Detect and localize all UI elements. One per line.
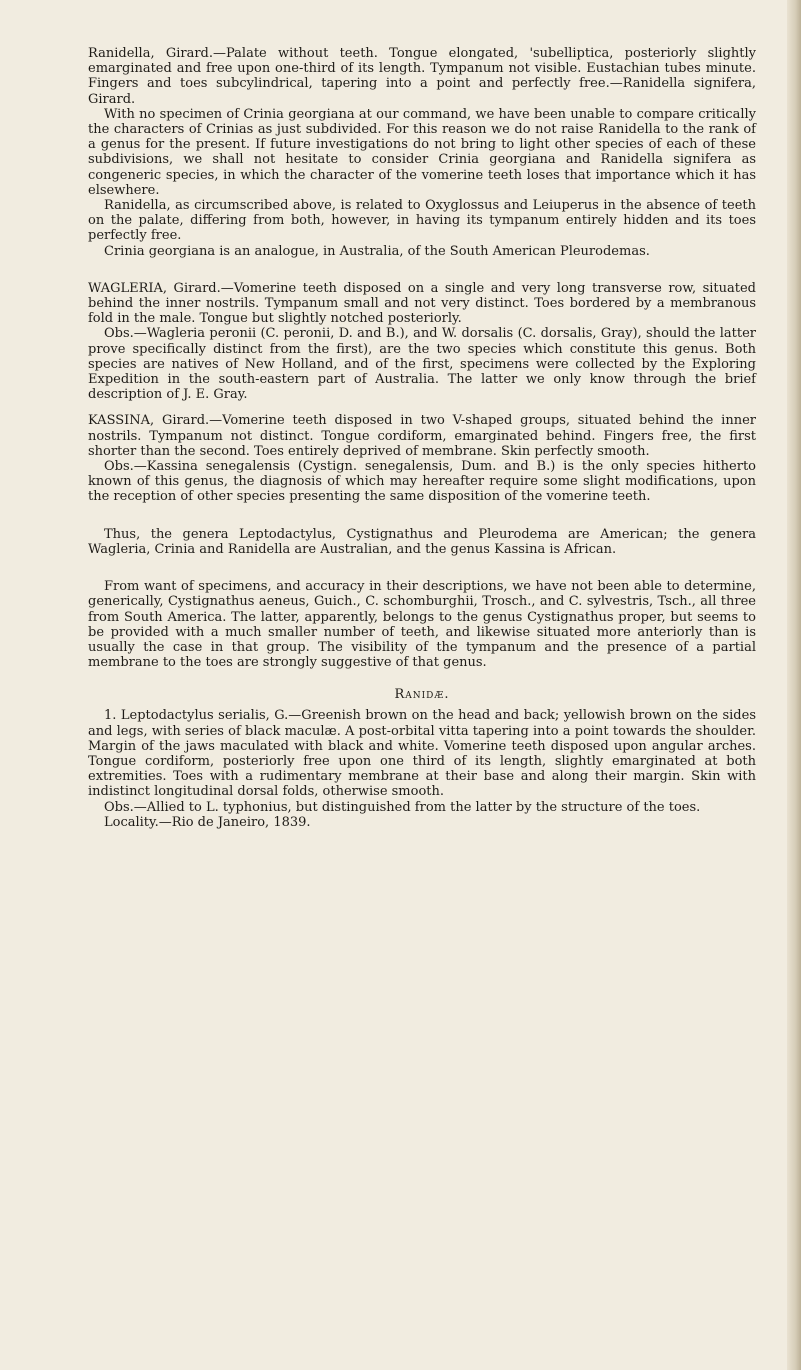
page-edge-shadow — [787, 0, 801, 1370]
section-heading: Ranidæ. — [394, 687, 450, 703]
leptodactylus-observation: Obs.—Allied to L. typhonius, but distinguished from the latter by the structure of the toes. — [104, 799, 701, 815]
document-page — [88, 46, 756, 830]
kassina-observation: Obs.—Kassina senegalensis (Cystign. senegalensis, Dum. and B.) is the only species hitherto known of this genus, the diagnosis of which may hereafter require some slight modifications, upon the reception of other species presenting the same disposition of the vomerine teeth. — [88, 459, 756, 505]
undetermined-species: From want of specimens, and accuracy in their descriptions, we have not been able to determine, generically, Cystignathus aeneus, Guich., C. schomburghii, Trosch., and C. sylvestris, Tsch., all three from South America. The latter, apparently, belongs to the genus Cystignathus proper, but seems to be provided with a much smaller number of teeth, and likewise situated more anteriorly than is usually the case in that group. The visibility of the tympanum and the presence of a partial membrane to the toes are strongly suggestive of that genus. — [88, 579, 756, 671]
ranidella-relation: Ranidella, as circumscribed above, is related to Oxyglossus and Leiuperus in the absence of teeth on the palate, differing from both, however, in having its tympanum entirely hidden and its toes perfectly free. — [88, 198, 756, 244]
leptodactylus-description: 1. Leptodactylus serialis, G.—Greenish brown on the head and back; yellowish brown on the sides and legs, with series of black maculæ. A post-orbital vitta tapering into a point towards the shoulder. Margin of the jaws maculated with black and white. Vomerine teeth disposed upon angular arches. Tongue cordiform, posteriorly free upon one third of its length, slightly emarginated at both extremities. Toes with a rudimentary membrane at their base and along their margin. Skin with indistinct longitudinal dorsal folds, otherwise smooth. — [88, 708, 756, 800]
wagleria-definition: WAGLERIA, Girard.—Vomerine teeth disposed on a single and very long transverse row, situated behind the inner nostrils. Tympanum small and not very distinct. Toes bordered by a membranous fold in the male. Tongue but slightly notched posteriorly. — [88, 280, 756, 327]
kassina-definition: KASSINA, Girard.—Vomerine teeth disposed in two V-shaped groups, situated behind the inner nostrils. Tympanum not distinct. Tongue cordiform, emarginated behind. Fingers free, the first shorter than the second. Toes entirely deprived of membrane. Skin perfectly smooth. — [88, 413, 756, 459]
genera-summary: Thus, the genera Leptodactylus, Cystignathus and Pleurodema are American; the genera Wagleria, Crinia and Ranidella are Australian, and the genus Kassina is African. — [88, 526, 756, 557]
leptodactylus-locality: Locality.—Rio de Janeiro, 1839. — [104, 814, 311, 830]
crinia-analogue: Crinia georgiana is an analogue, in Australia, of the South American Pleurodemas. — [104, 243, 650, 259]
ranidella-definition: Ranidella, Girard.—Palate without teeth. Tongue elongated, 'subelliptica, posteriorly slightly emarginated and free upon one-third of its length. Tympanum not visible. Eustachian tubes minute. Fingers and toes subcylindrical, tapering into a point and perfectly free.—Ranidella signifera, Girard. — [88, 46, 756, 107]
crinia-discussion: With no specimen of Crinia georgiana at our command, we have been unable to compare critically the characters of Crinias as just subdivided. For this reason we do not raise Ranidella to the rank of a genus for the present. If future investigations do not bring to light other species of each of these subdivisions, we shall not hesitate to consider Crinia georgiana and Ranidella signifera as congeneric species, in which the character of the vomerine teeth loses that importance which it has elsewhere. — [88, 106, 756, 198]
wagleria-observation: Obs.—Wagleria peronii (C. peronii, D. and B.), and W. dorsalis (C. dorsalis, Gray), should the latter prove specifically distinct from the first), are the two species which constitute this genus. Both species are natives of New Holland, and of the first, specimens were collected by the Exploring Expedition in the south-eastern part of Australia. The latter we only know through the brief description of J. E. Gray. — [88, 326, 756, 403]
